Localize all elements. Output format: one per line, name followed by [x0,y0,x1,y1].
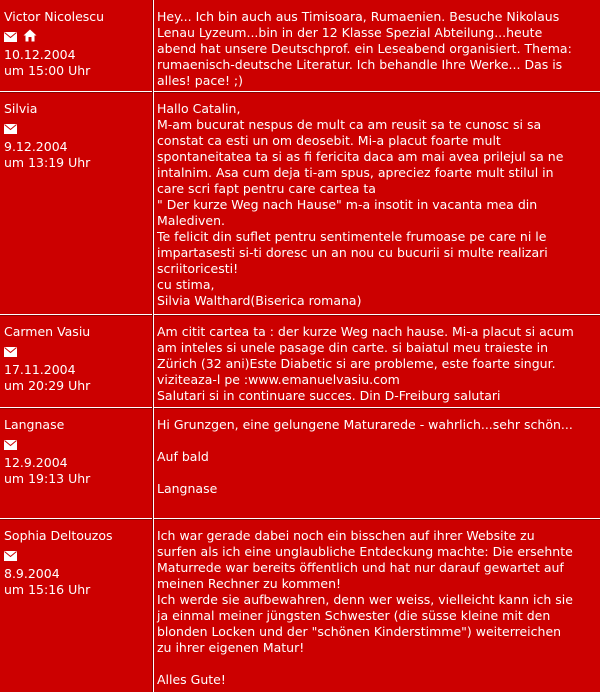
column-separator [152,0,154,692]
guestbook-entry [0,0,600,92]
contact-icons [4,121,154,137]
entry-meta [4,324,154,394]
entry-date: 9.12.2004 [4,139,68,154]
mail-icon[interactable] [4,30,17,46]
entry-message: Hi Grunzgen, eine gelungene Maturarede - wahrlich...sehr schön... Auf bald Langnase [157,417,573,496]
guestbook-entry [0,519,600,692]
guestbook-entry [0,315,600,408]
mail-icon[interactable] [4,122,17,138]
contact-icons [4,437,154,453]
home-icon[interactable] [23,29,37,46]
entry-message: Am citit cartea ta : der kurze Weg nach hause. Mi-a placut si acum am inteles si unele pasage din carte. si baiatul meu traieste in Zürich (32 ani)Este Diabetic si are probleme, este foarte singur. viziteaza-l pe :www.emanuelvasiu.com Salutari si in continuare succes. Din D-Freiburg salutari [157,324,574,403]
entry-time: um 13:19 Uhr [4,155,91,170]
guestbook-entry [0,408,600,519]
entry-time: um 19:13 Uhr [4,471,91,486]
entry-meta [4,528,154,598]
mail-icon[interactable] [4,345,17,361]
entry-time: um 15:00 Uhr [4,63,91,78]
entry-meta [4,101,154,171]
author-name: Carmen Vasiu [4,324,91,339]
entry-meta [4,417,154,487]
author-name: Sophia Deltouzos [4,528,113,543]
author-name: Langnase [4,417,65,432]
contact-icons [4,548,154,564]
contact-icons [4,344,154,360]
entry-date: 8.9.2004 [4,566,60,581]
guestbook-entry [0,92,600,315]
entry-time: um 15:16 Uhr [4,582,91,597]
author-name: Silvia [4,101,38,116]
entry-message: Ich war gerade dabei noch ein bisschen auf ihrer Website zu surfen als ich eine unglaubliche Entdeckung machte: Die ersehnte Maturrede war bereits öffentlich und hat nur darauf gewartet auf meinen Rechner zu kommen! Ich werde sie aufbewahren, denn wer weiss, vielleicht kann ich sie ja einmal meiner jüngsten Schwester (die süsse kleine mit den blonden Locken und der "schönen Kinderstimme") weiterreichen zu ihrer eigenen Matur! Alles Gute! [157,528,573,687]
entry-date: 12.9.2004 [4,455,68,470]
entry-message: Hallo Catalin, M-am bucurat nespus de mult ca am reusit sa te cunosc si sa constat ca esti un om deosebit. Mi-a placut foarte mult spontaneitatea ta si as fi fericita daca am mai avea prilejul sa ne intalnim. Asa cum deja ti-am spus, apreciez foarte mult stilul in care scri fapt pentru care cartea ta " Der kurze Weg nach Hause" m-a insotit in vacanta mea din Malediven. Te felicit din suflet pentru sentimentele frumoase pe care ni le impartasesti si-ti doresc un an nou cu bucurii si multe realizari scriitoricesti! cu stima, Silvia Walthard(Biserica romana) [157,101,564,308]
entry-date: 10.12.2004 [4,47,76,62]
contact-icons [4,29,154,45]
entry-meta [4,9,154,79]
author-name: Victor Nicolescu [4,9,105,24]
mail-icon[interactable] [4,438,17,454]
entry-time: um 20:29 Uhr [4,378,91,393]
entry-message: Hey... Ich bin auch aus Timisoara, Rumaenien. Besuche Nikolaus Lenau Lyzeum...bin in der 12 Klasse Spezial Abteilung...heute abend hat unsere Deutschprof. ein Leseabend organisiert. Thema: rumaenisch-deutsche Literatur. Ich behandle Ihre Werke... Das is alles! pace! ;) [157,9,576,88]
entry-date: 17.11.2004 [4,362,76,377]
mail-icon[interactable] [4,549,17,565]
